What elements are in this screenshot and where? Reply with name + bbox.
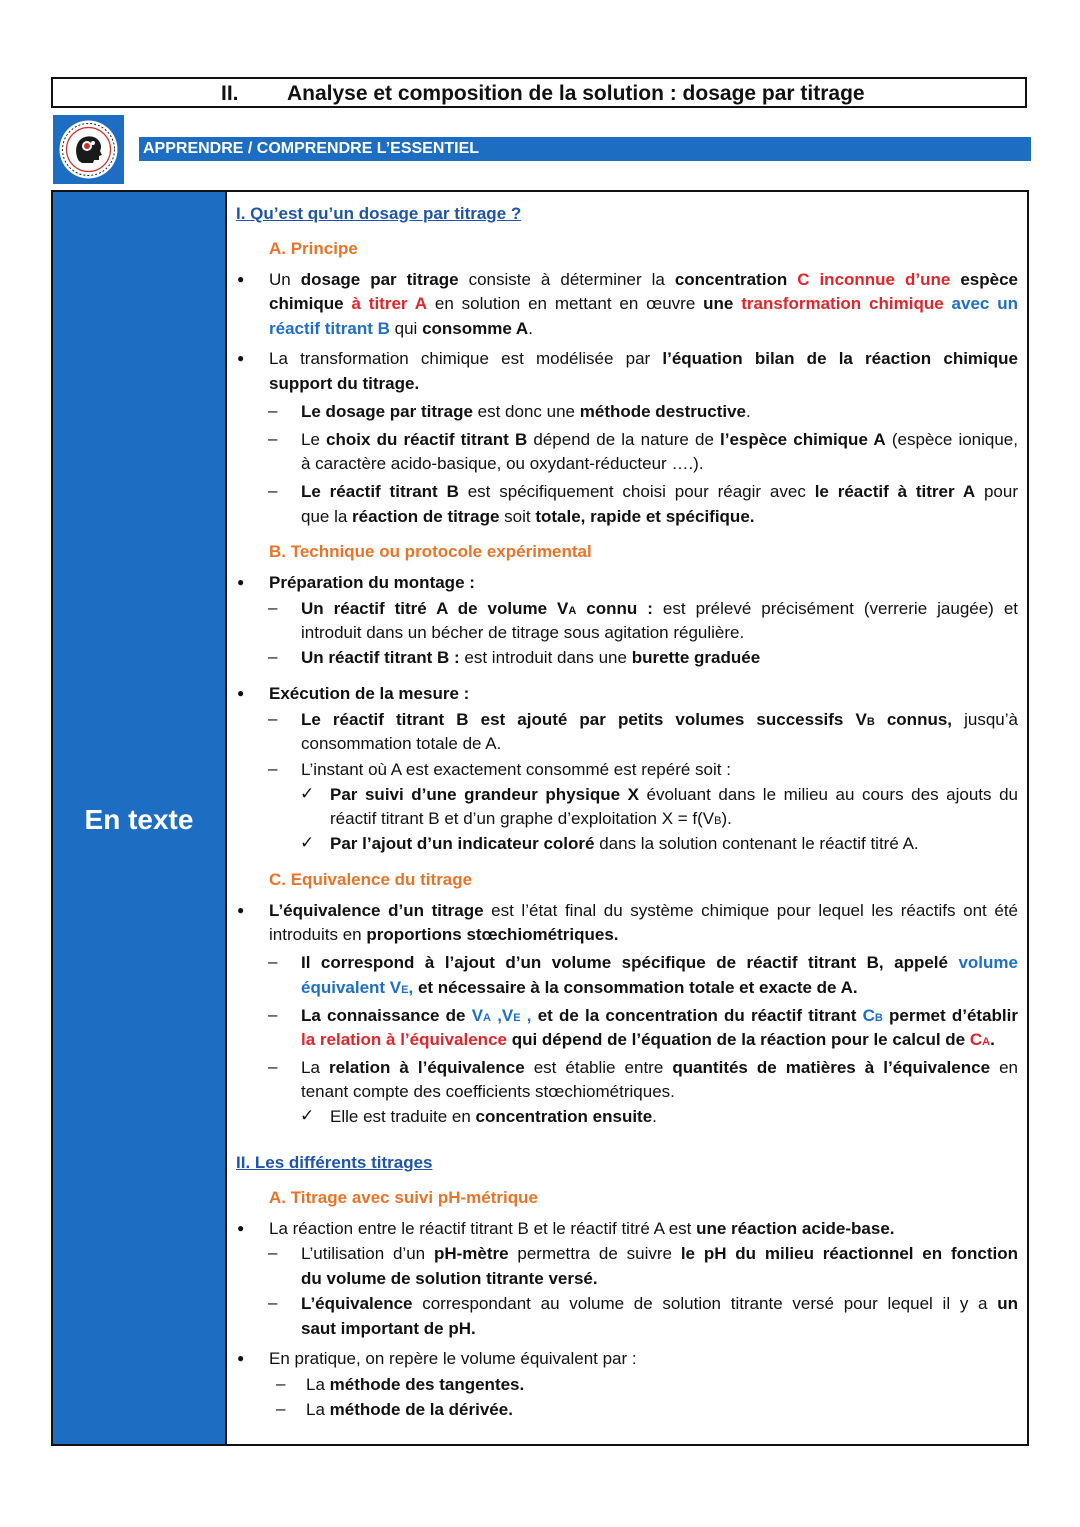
dash-icon: – bbox=[276, 1399, 286, 1418]
equivalent-volume-line-2: équivalent VE, et nécessaire à la consommation totale et exacte de A. bbox=[301, 978, 858, 997]
dash-icon: – bbox=[268, 759, 278, 778]
ph-jump-line-2: saut important de pH. bbox=[301, 1319, 476, 1338]
ph-meter-line-1: L’utilisation d’un pH-mètre permettra de suivre le pH du milieu réactionnel en fonction bbox=[301, 1244, 1019, 1263]
tangent-method-line: La méthode des tangentes. bbox=[306, 1375, 525, 1394]
equivalence-line-2: introduits en proportions stœchiométriques. bbox=[269, 925, 619, 944]
specific-line-2: que la réaction de titrage soit totale, rapide et spécifique. bbox=[301, 507, 755, 526]
preparation-heading: Préparation du montage : bbox=[269, 573, 475, 592]
practice-line: En pratique, on repère le volume équivalent par : bbox=[269, 1349, 637, 1368]
knowledge-line-2: la relation à l’équivalence qui dépend de l’équation de la réaction pour le calcul de CA. bbox=[301, 1030, 995, 1049]
section-number: II. bbox=[221, 82, 239, 105]
choice-line-2: à caractère acido-basique, ou oxydant-réducteur ….). bbox=[301, 454, 704, 473]
section-2-title: II. Les différents titrages bbox=[236, 1153, 433, 1172]
subsection-ph-title: A. Titrage avec suivi pH-métrique bbox=[269, 1188, 538, 1207]
dash-icon: – bbox=[268, 1293, 278, 1312]
execution-heading: Exécution de la mesure : bbox=[269, 684, 470, 703]
bullet-icon: ● bbox=[237, 1351, 245, 1365]
titrated-reagent-line-2: introduit dans un bécher de titrage sous agitation régulière. bbox=[301, 623, 745, 642]
acid-base-line: La réaction entre le réactif titrant B et le réactif titré A est une réaction acide-base. bbox=[269, 1219, 895, 1238]
checkmark-icon: ✓ bbox=[300, 1106, 315, 1125]
specific-line-1: Le réactif titrant B est spécifiquement choisi pour réagir avec le réactif à titrer A pour bbox=[301, 482, 1018, 501]
subsection-a-title: A. Principe bbox=[269, 239, 358, 258]
derivative-method-line: La méthode de la dérivée. bbox=[306, 1400, 513, 1419]
bullet-icon: ● bbox=[237, 1221, 245, 1235]
dash-icon: – bbox=[268, 429, 278, 448]
principle-line-3: réactif titrant B qui consomme A. bbox=[269, 319, 533, 338]
dash-icon: – bbox=[276, 1374, 286, 1393]
side-column bbox=[51, 190, 227, 1446]
instant-line: L’instant où A est exactement consommé est repéré soit : bbox=[301, 760, 731, 779]
dash-icon: – bbox=[268, 598, 278, 617]
physical-quantity-line-1: Par suivi d’une grandeur physique X évoluant dans le milieu au cours des ajouts du bbox=[330, 785, 1018, 804]
section-1-title: I. Qu’est qu’un dosage par titrage ? bbox=[236, 204, 522, 223]
titrant-reagent-line: Un réactif titrant B : est introduit dans une burette graduée bbox=[301, 648, 761, 667]
knowledge-line-1: La connaissance de VA ,VE , et de la concentration du réactif titrant CB permet d’établir bbox=[301, 1006, 1018, 1025]
model-line-2: support du titrage. bbox=[269, 374, 420, 393]
principle-line-2: chimique à titrer A en solution en mettant en œuvre une transformation chimique avec un bbox=[269, 294, 1018, 313]
dash-icon: – bbox=[268, 481, 278, 500]
dash-icon: – bbox=[268, 709, 278, 728]
brain-head-logo-icon bbox=[53, 115, 124, 184]
equivalence-line-1: L’équivalence d’un titrage est l’état final du système chimique pour lequel les réactifs ont été bbox=[269, 901, 1019, 920]
bullet-icon: ● bbox=[237, 575, 245, 589]
checkmark-icon: ✓ bbox=[300, 833, 315, 852]
dash-icon: – bbox=[268, 1005, 278, 1024]
subsection-c-title: C. Equivalence du titrage bbox=[269, 870, 473, 889]
section-title: Analyse et composition de la solution : dosage par titrage bbox=[287, 82, 865, 105]
dash-icon: – bbox=[268, 952, 278, 971]
destructive-line: Le dosage par titrage est donc une méthode destructive. bbox=[301, 402, 751, 421]
ph-meter-line-2: du volume de solution titrante versé. bbox=[301, 1269, 598, 1288]
dash-icon: – bbox=[268, 1057, 278, 1076]
relation-line-1: La relation à l’équivalence est établie entre quantités de matières à l’équivalence en bbox=[301, 1058, 1018, 1077]
learn-essential-bar: APPRENDRE / COMPRENDRE L’ESSENTIEL bbox=[139, 137, 1031, 161]
bullet-icon: ● bbox=[237, 686, 245, 700]
relation-line-2: tenant compte des coefficients stœchiométriques. bbox=[301, 1082, 675, 1101]
choice-line-1: Le choix du réactif titrant B dépend de la nature de l’espèce chimique A (espèce ionique, bbox=[301, 430, 1018, 449]
side-label: En texte bbox=[84, 804, 194, 835]
principle-line-1: Un dosage par titrage consiste à déterminer la concentration C inconnue d’une espèce bbox=[269, 270, 1018, 289]
concentration-line: Elle est traduite en concentration ensuite. bbox=[330, 1107, 657, 1126]
bullet-icon: ● bbox=[237, 903, 245, 917]
dash-icon: – bbox=[268, 647, 278, 666]
addition-line-2: consommation totale de A. bbox=[301, 734, 502, 753]
titrated-reagent-line-1: Un réactif titré A de volume VA connu : est prélevé précisément (verrerie jaugée) et bbox=[301, 599, 1018, 618]
bullet-icon: ● bbox=[237, 272, 245, 286]
equivalent-volume-line-1: Il correspond à l’ajout d’un volume spécifique de réactif titrant B, appelé volume bbox=[301, 953, 1018, 972]
subsection-b-title: B. Technique ou protocole expérimental bbox=[269, 542, 592, 561]
physical-quantity-line-2: réactif titrant B et d’un graphe d’exploitation X = f(VB). bbox=[330, 809, 732, 828]
bullet-icon: ● bbox=[237, 351, 245, 365]
dash-icon: – bbox=[268, 1243, 278, 1262]
addition-line-1: Le réactif titrant B est ajouté par petits volumes successifs VB connus, jusqu’à bbox=[301, 710, 1018, 729]
model-line-1: La transformation chimique est modélisée par l’équation bilan de la réaction chimique bbox=[269, 349, 1018, 368]
ph-jump-line-1: L’équivalence correspondant au volume de solution titrante versé pour lequel il y a un bbox=[301, 1294, 1018, 1313]
section-title-box bbox=[51, 77, 1027, 108]
indicator-line: Par l’ajout d’un indicateur coloré dans la solution contenant le réactif titré A. bbox=[330, 834, 919, 853]
checkmark-icon: ✓ bbox=[300, 784, 315, 803]
dash-icon: – bbox=[268, 401, 278, 420]
logo bbox=[53, 115, 124, 184]
